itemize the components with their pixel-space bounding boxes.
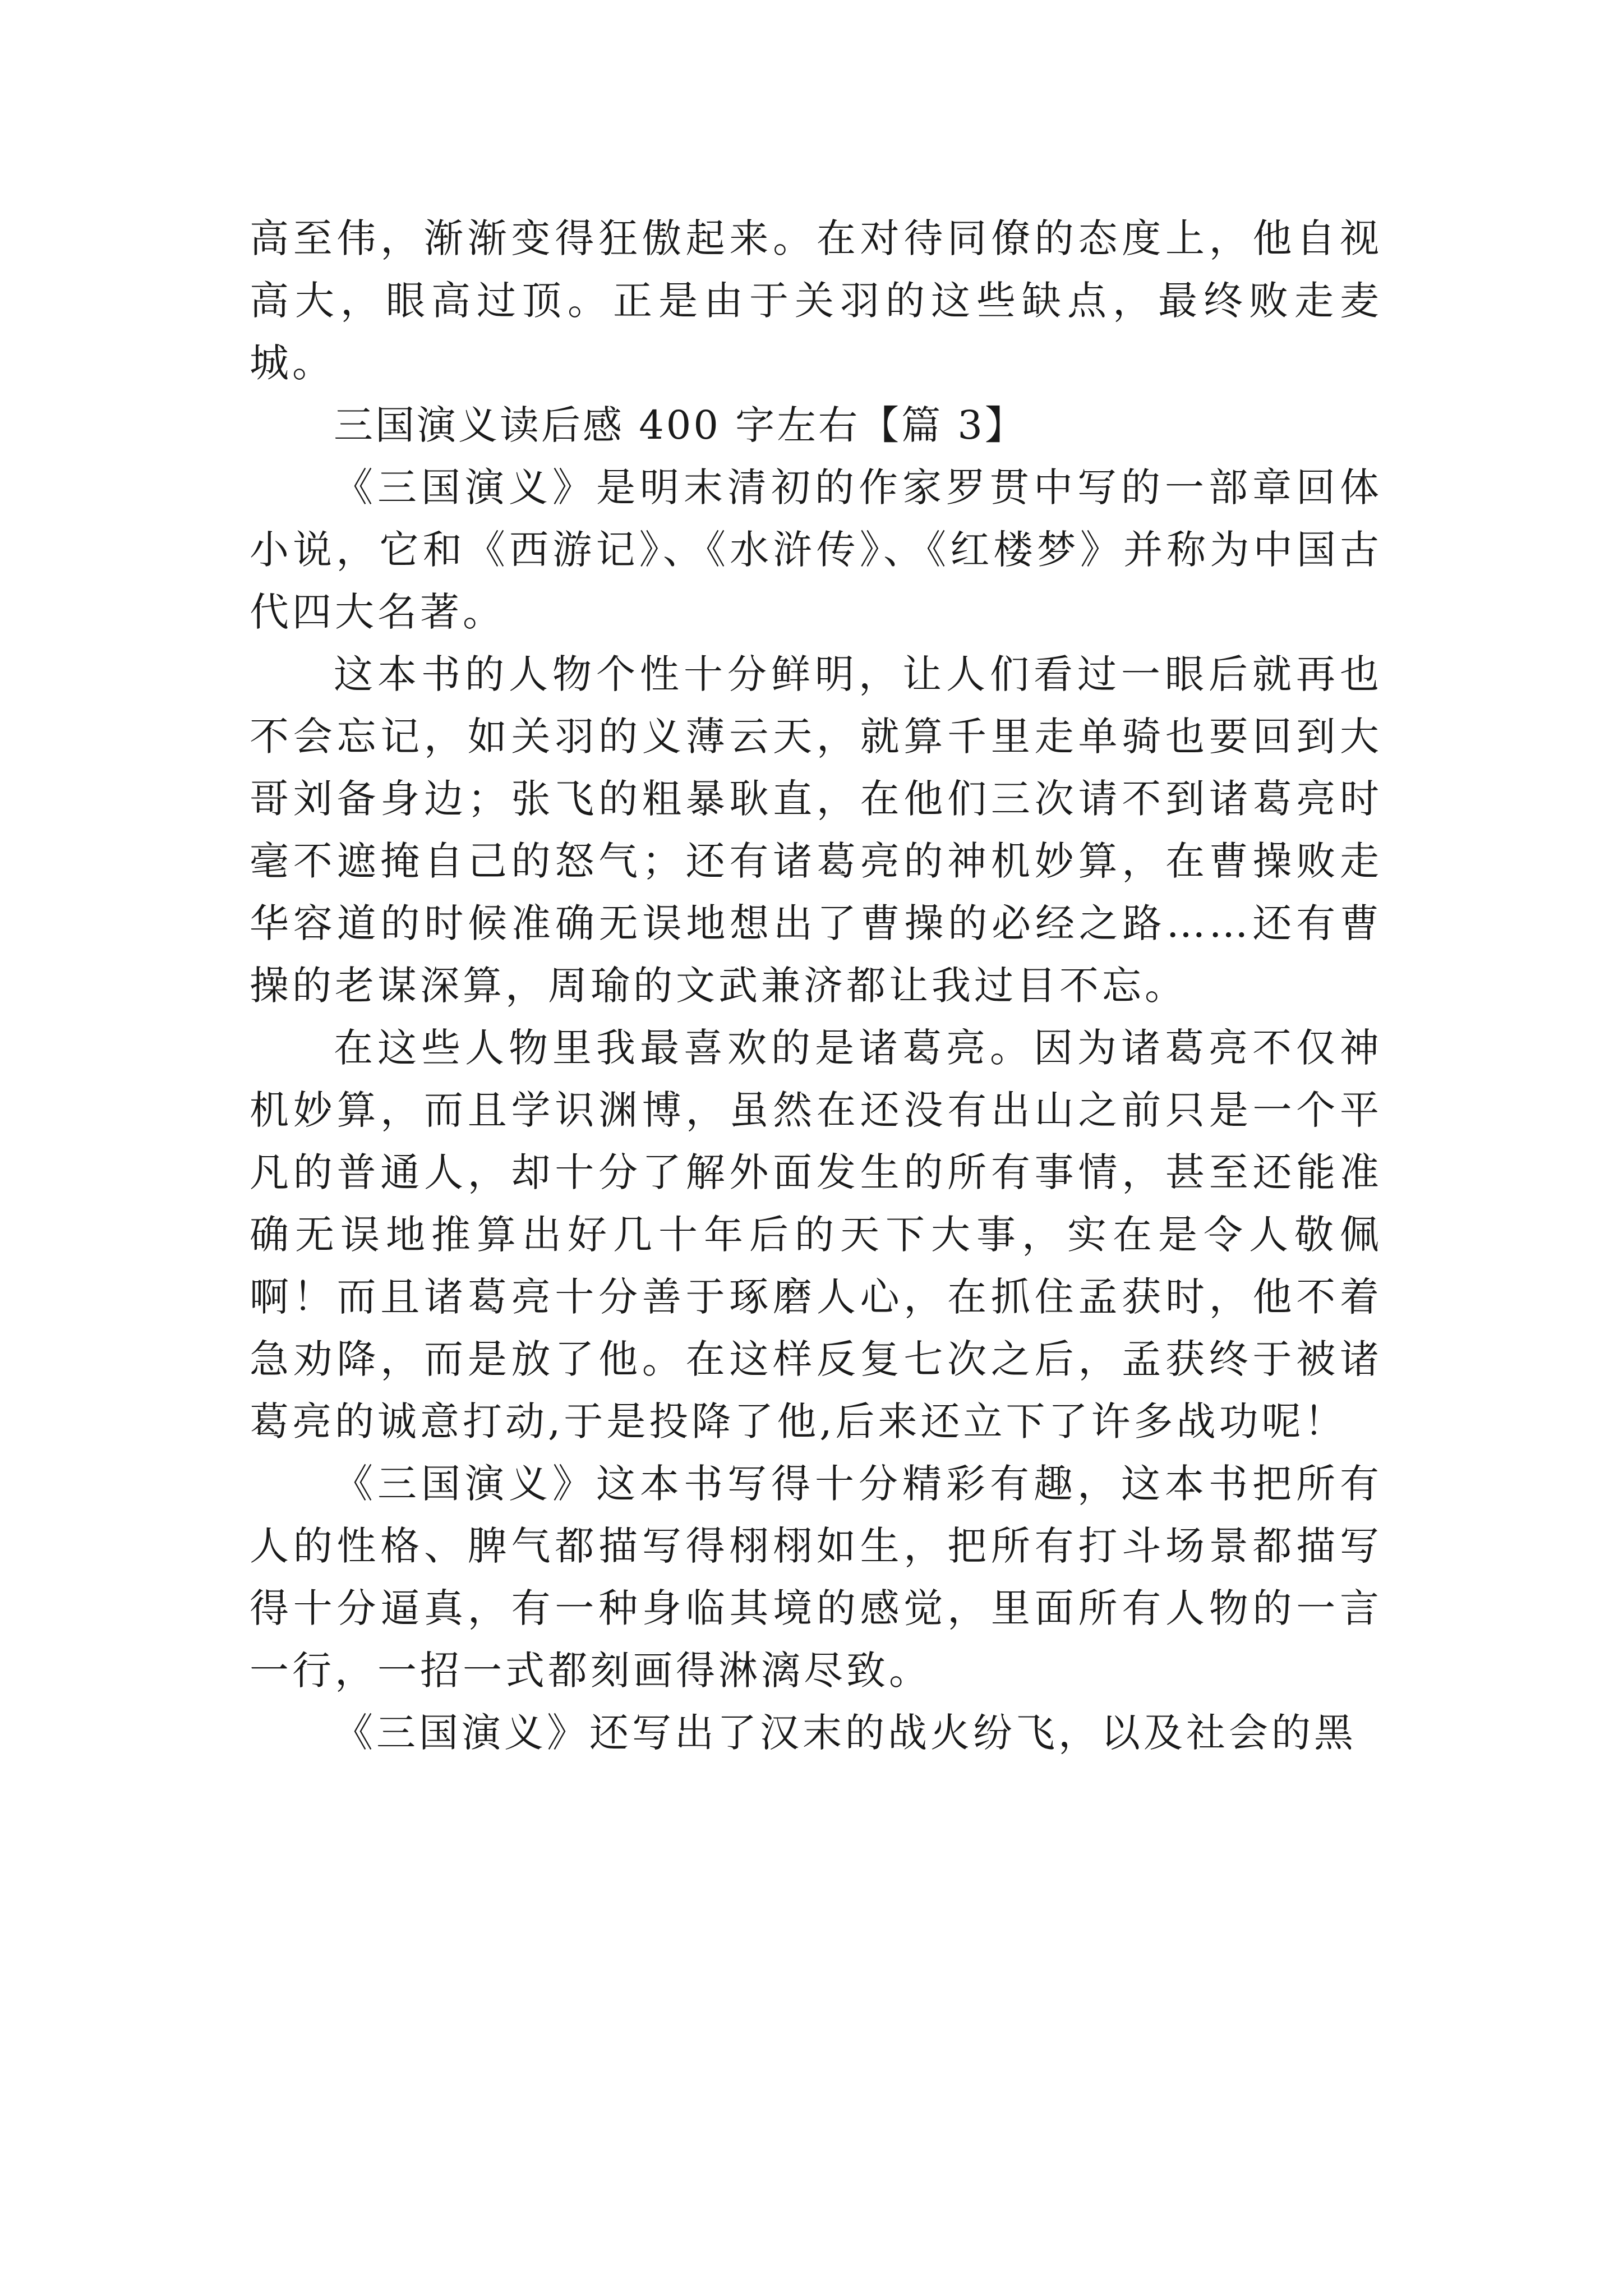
section-heading: 三国演义读后感 400 字左右【篇 3】 [334,402,1026,448]
paragraph: 《三国演义》还写出了汉末的战火纷飞，以及社会的黑 [334,1710,1357,1756]
paragraph: 《三国演义》是明末清初的作家罗贯中写的一部章回体小说，它和《西游记》、《水浒传》、《红楼梦》并称为中国古代四大名著。 [250,464,1382,635]
paragraph-continuation: 高至伟，渐渐变得狂傲起来。在对待同僚的态度上，他自视高大，眼高过顶。正是由于关羽的这些缺点，最终败走麦城。 [250,215,1382,386]
paragraph: 在这些人物里我最喜欢的是诸葛亮。因为诸葛亮不仅神机妙算，而且学识渊博，虽然在还没有出山之前只是一个平凡的普通人，却十分了解外面发生的所有事情，甚至还能准确无误地推算出好几十年后的天下大事，实在是令人敬佩啊！而且诸葛亮十分善于琢磨人心，在抓住孟获时，他不着急劝降，而是放了他。在这样反复七次之后，孟获终于被诸葛亮的诚意打动,于是投降了他,后来还立下了许多战功呢！ [250,1025,1382,1444]
paragraph: 这本书的人物个性十分鲜明，让人们看过一眼后就再也不会忘记，如关羽的义薄云天，就算千里走单骑也要回到大哥刘备身边；张飞的粗暴耿直，在他们三次请不到诸葛亮时毫不遮掩自己的怒气；还有诸葛亮的神机妙算，在曹操败走华容道的时候准确无误地想出了曹操的必经之路……还有曹操的老谋深算，周瑜的文武兼济都让我过目不忘。 [250,651,1382,1009]
paragraph: 《三国演义》这本书写得十分精彩有趣，这本书把所有人的性格、脾气都描写得栩栩如生，把所有打斗场景都描写得十分逼真，有一种身临其境的感觉，里面所有人物的一言一行，一招一式都刻画得淋漓尽致。 [250,1461,1382,1694]
document-body [250,208,1382,1764]
